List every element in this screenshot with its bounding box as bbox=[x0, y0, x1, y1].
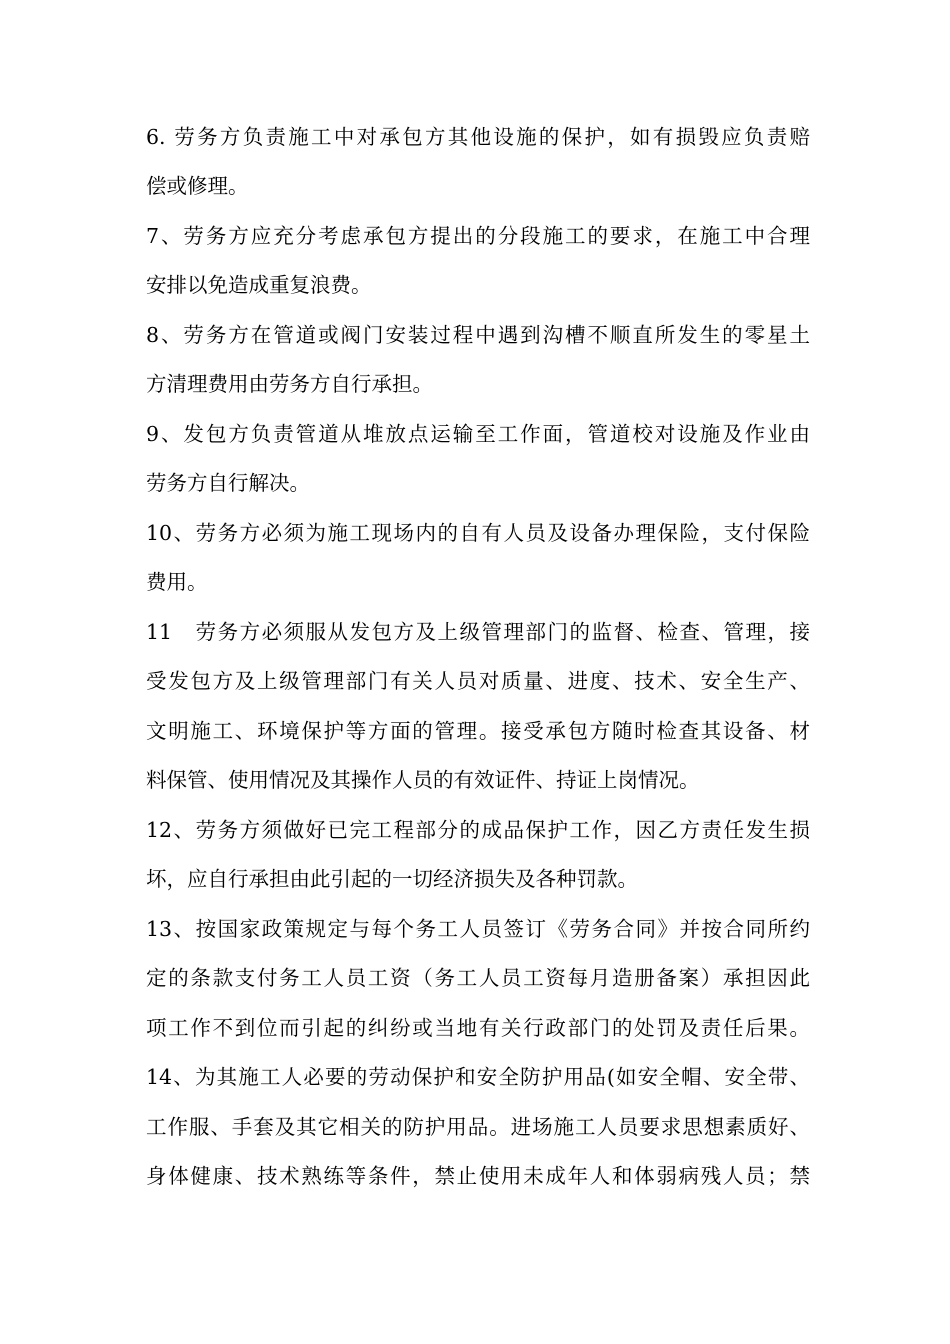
text-line: 12、劳务方须做好已完工程部分的成品保护工作，因乙方责任发生损 bbox=[146, 818, 810, 842]
text-line: 14、为其施工人必要的劳动保护和安全防护用品(如安全帽、安全带、 bbox=[146, 1065, 810, 1089]
text-line: 文明施工、环境保护等方面的管理。接受承包方随时检查其设备、材 bbox=[146, 719, 810, 743]
text-line: 11 劳务方必须服从发包方及上级管理部门的监督、检查、管理，接 bbox=[146, 620, 810, 644]
text-line: 7、劳务方应充分考虑承包方提出的分段施工的要求，在施工中合理 bbox=[146, 224, 810, 248]
text-line: 项工作不到位而引起的纠纷或当地有关行政部门的处罚及责任后果。 bbox=[146, 1016, 810, 1040]
text-line: 方清理费用由劳务方自行承担。 bbox=[146, 372, 433, 396]
text-line: 安排以免造成重复浪费。 bbox=[146, 273, 372, 297]
text-line: 偿或修理。 bbox=[146, 174, 249, 198]
text-line: 6. 劳务方负责施工中对承包方其他设施的保护，如有损毁应负责赔 bbox=[146, 125, 810, 149]
text-line: 费用。 bbox=[146, 570, 208, 594]
text-line: 料保管、使用情况及其操作人员的有效证件、持证上岗情况。 bbox=[146, 768, 700, 792]
text-line: 工作服、手套及其它相关的防护用品。进场施工人员要求思想素质好、 bbox=[146, 1115, 810, 1139]
text-line: 9、发包方负责管道从堆放点运输至工作面，管道校对设施及作业由 bbox=[146, 422, 810, 446]
text-line: 受发包方及上级管理部门有关人员对质量、进度、技术、安全生产、 bbox=[146, 669, 810, 693]
text-line: 13、按国家政策规定与每个务工人员签订《劳务合同》并按合同所约 bbox=[146, 917, 810, 941]
text-line: 10、劳务方必须为施工现场内的自有人员及设备办理保险，支付保险 bbox=[146, 521, 810, 545]
text-line: 身体健康、技术熟练等条件，禁止使用未成年人和体弱病残人员；禁 bbox=[146, 1164, 810, 1188]
text-line: 8、劳务方在管道或阀门安装过程中遇到沟槽不顺直所发生的零星土 bbox=[146, 323, 810, 347]
text-line: 劳务方自行解决。 bbox=[146, 471, 310, 495]
text-line: 坏，应自行承担由此引起的一切经济损失及各种罚款。 bbox=[146, 867, 638, 891]
text-line: 定的条款支付务工人员工资（务工人员工资每月造册备案）承担因此 bbox=[146, 966, 810, 990]
